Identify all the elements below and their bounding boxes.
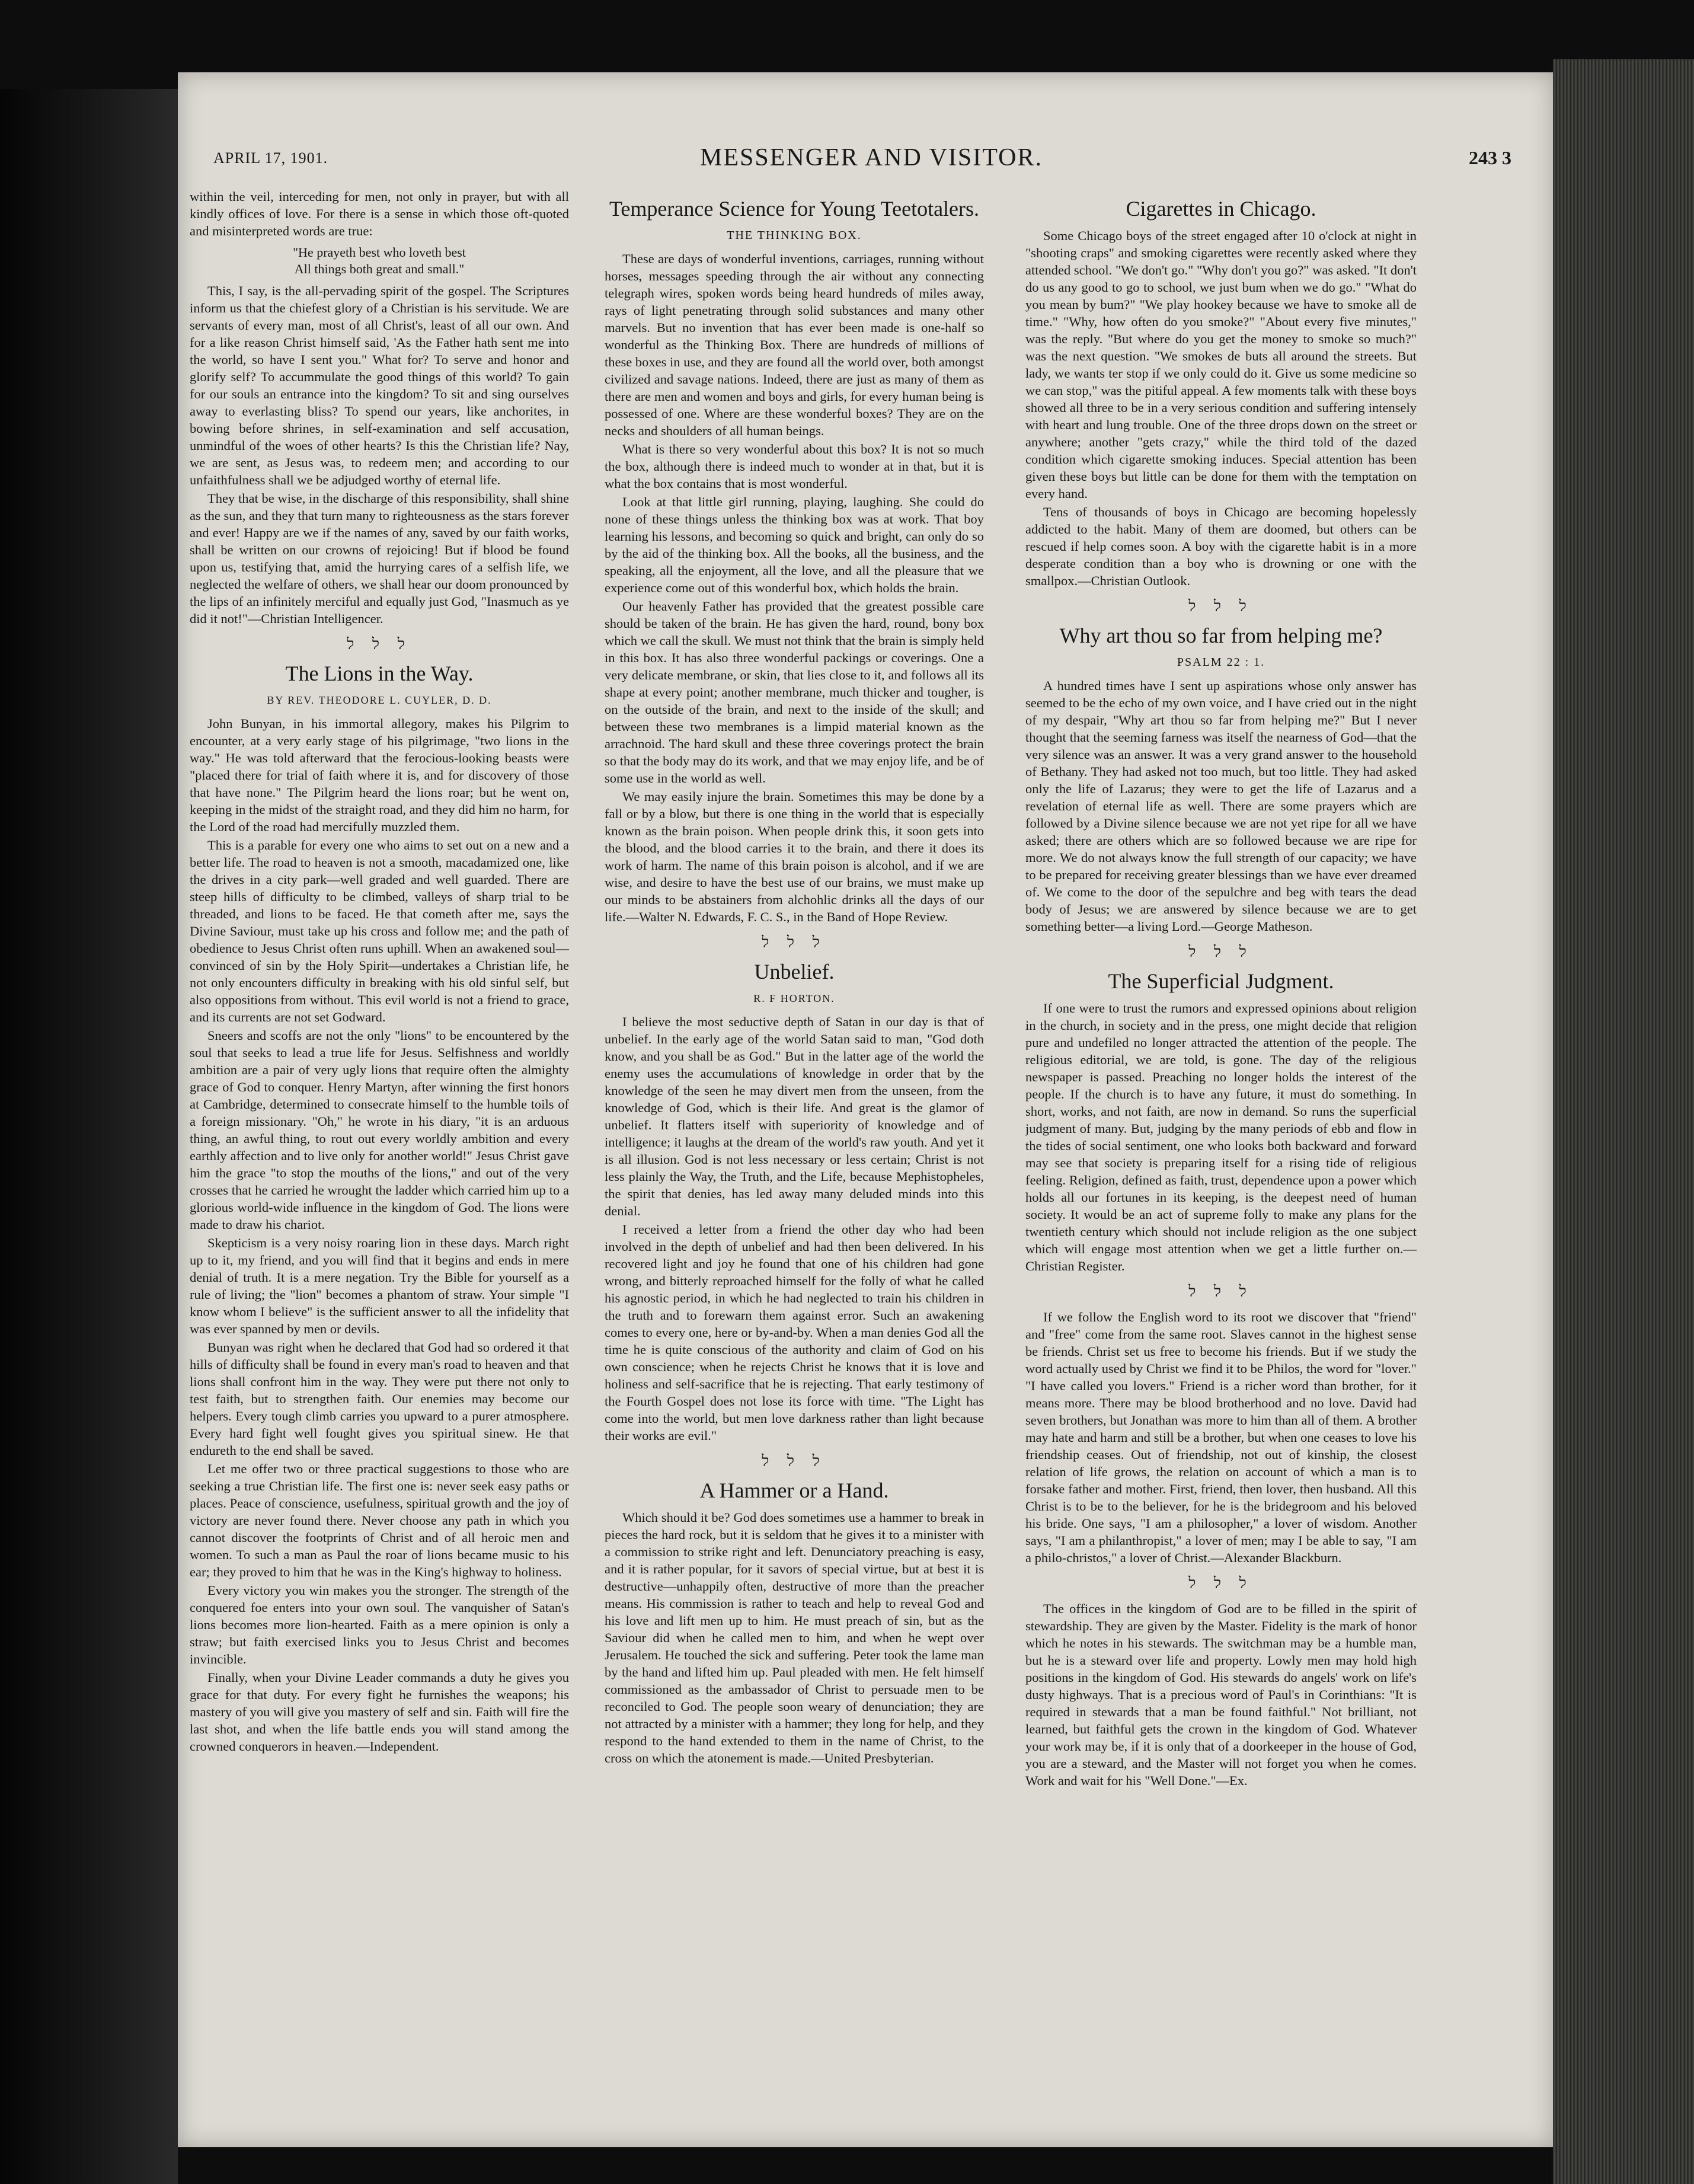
left-page-shadow: [0, 89, 178, 2184]
column-2: [605, 188, 984, 2138]
paragraph: Every victory you win makes you the stronger. The strength of the conquered foe enters into your own soul. The vanquisher of Satan's lions becomes more lion-hearted. Faith as a mere opinion is only a straw; but faith exercised links you to Jesus Christ and becomes invincible.: [190, 1583, 569, 1666]
paragraph: The offices in the kingdom of God are to be filled in the spirit of stewardship. They are given by the Master. Fidelity is the mark of honor which he notes in his stewards. The switchman may be a humble man, but he is a steward over life and property. Lowly men may hold high positions in the kingdom of God. His stewards do angels' work on life's dusty highways. That is a precious word of Paul's in Corinthians: "It is required in stewards that a man be found faithful." Not brilliant, not learned, but faithful gets the crown in the kingdom of God. Whatever your work may be, if it is only that of a doorkeeper in the house of God, you are a steward, and the Master will not forget you when he comes. Work and wait for his "Well Done."—Ex.: [1025, 1601, 1417, 1788]
paragraph: I believe the most seductive depth of Satan in our day is that of unbelief. In the early age of the world Satan said to man, "God doth know, and you shall be as God." But in the latter age of the world the enemy uses the accumulations of knowledge in order that by the knowledge of the seen he may divert men from the unseen, from the knowledge of God, which is their life. And great is the glamor of unbelief. It flatters itself with superiority of knowledge and of intelligence; it laughs at the dream of the world's raw youth. And yet it is all illusion. God is not less necessary or less certain; Christ is not less plainly the Way, the Truth, and the Life, because Mephistopheles, the spirit that denies, has led away many deluded minds into this denial.: [605, 1014, 984, 1218]
section-separator: ﬥ ﬥ ﬥ: [1188, 943, 1254, 960]
paragraph: These are days of wonderful inventions, carriages, running without horses, messages speeding through the air without any connecting telegraph wires, spoken words being heard hundreds of miles away, rays of light penetrating through solid substances and many other marvels. But no invention that has ever been made is one-half so wonderful as the Thinking Box. There are hundreds of millions of these boxes in use, and they are found all the world over, both amongst civilized and savage nations. Indeed, there are just as many of them as there are men and women and boys and girls, for every human being is possessed of one. Where are these wonderful boxes? They are on the necks and shoulders of all human beings.: [605, 251, 984, 438]
issue-date: APRIL 17, 1901.: [213, 149, 328, 167]
byline: R. F HORTON.: [753, 992, 835, 1004]
section-separator: ﬥ ﬥ ﬥ: [762, 1452, 827, 1470]
paragraph: They that be wise, in the discharge of this responsibility, shall shine as the sun, and they that turn many to righteousness as the stars forever and ever! Happy are we if the names of any, saved by our faith works, shall be written on our crowns of rejoicing! But if blood be found upon us, testifying that, amid the hurrying cares of a selfish life, we neglected the welfare of others, we shall hear our doom pronounced by the lips of an infinitely merciful and equally just God, "Inasmuch as ye did it not!"—Christian Intelligencer.: [190, 491, 569, 626]
paragraph: This is a parable for every one who aims to set out on a new and a better life. The road to heaven is not a smooth, macadamized one, like the drives in a city park—well graded and well guarded. There are steep hills of difficulty to be climbed, valleys of sharp trial to be threaded, and lions to be faced. He that cometh after me, says the Divine Saviour, must take up his cross and follow me; and the path of obedience to Jesus Christ often runs uphill. When an awakened soul—convinced of sin by the Holy Spirit—undertakes a Christian life, he not only encounters difficulty in breaking with his old sinful self, but also oppositions from without. This evil world is not a friend to grace, and its currents are not set Godward.: [190, 838, 569, 1024]
paragraph: If we follow the English word to its root we discover that "friend" and "free" come from the same root. Slaves cannot in the highest sense be friends. Christ set us free to become his friends. But if we study the word actually used by Christ we find it to be Philos, the word for "lover." "I have called you lovers." Friend is a richer word than brother, for it means more. There may be blood brotherhood and no love. David had seven brothers, but Jonathan was more to him than all of them. A brother may hate and harm and still be a brother, but when one ceases to love his friendship ceases. Out of friendship, not out of kinship, the closest relation of life grows, the relation on account of which a man is to forsake father and mother. First, friend, then lover, then husband. All this Christ is to be to the believer, for he is the bridegroom and his beloved his bride. One says, "I am a philosopher," a lover of wisdom. Another says, "I am a philanthropist," a lover of men; may I be able to say, "I am a philo-christos," a lover of Christ.—Alexander Blackburn.: [1025, 1310, 1417, 1565]
article-title-superficial: The Superficial Judgment.: [1108, 969, 1334, 993]
masthead-title: MESSENGER AND VISITOR.: [699, 144, 1043, 171]
paragraph: Tens of thousands of boys in Chicago are becoming hopelessly addicted to the habit. Many of them are doomed, but others can be rescued if help comes soon. A boy with the cigarette habit is in a more desperate condition than a boy who is drowning or one with the smallpox.—Christian Outlook.: [1025, 505, 1417, 588]
paragraph: Finally, when your Divine Leader commands a duty he gives you grace for that duty. For every fight he furnishes the weapons; his mastery of you will give you mastery of self and sin. Faith will fire the last shot, and when the life battle ends you will stand among the crowned conquerors in heaven.—Independent.: [190, 1670, 569, 1754]
paragraph: within the veil, interceding for men, not only in prayer, but with all kindly offices of love. For there is a sense in which those oft-quoted and misinterpreted words are true:: [190, 189, 569, 238]
page-number: 243 3: [1469, 147, 1511, 168]
byline: BY REV. THEODORE L. CUYLER, D. D.: [267, 694, 492, 706]
column-1: [190, 188, 569, 2138]
paragraph: Some Chicago boys of the street engaged after 10 o'clock at night in "shooting craps" and smoking cigarettes were recently asked where they attended school. "We don't go." "Why don't you go?" was asked. "It don't do us any good to go to school, we just bum when we do go." "What do you mean by bum?" "We play hookey because we have to smoke all de time." "Why, how often do you smoke?" "About every five minutes," was the reply. "But where do you get the money to smoke so much?" was the next question. "We smokes de buts all around the streets. But lady, we wants ter stop if we only could do it. Give us some medicine so we can stop," was the pitiful appeal. A few moments talk with these boys showed all three to be in a very serious condition and suffering intensely with heart and lung trouble. One of the three drops down on the street or anywhere; another "gets crazy," while the third told of the dazed condition which cigarette smoking induces. Special attention has been given these boys but little can be done for them with the temptation on every hand.: [1025, 228, 1417, 501]
column-3: [1025, 188, 1417, 2138]
paragraph: Skepticism is a very noisy roaring lion in these days. March right up to it, my friend, and you will find that it begins and ends in mere denial of truth. It is a mere negation. Try the Bible for yourself as a rule of living; the "lion" becomes a phantom of straw. Your simple "I know whom I believe" is the sufficient answer to all the infidelity that was ever spanned by men or devils.: [190, 1235, 569, 1336]
paragraph: I received a letter from a friend the other day who had been involved in the depth of unbelief and had then been delivered. In his recovered light and joy he found that one of his children had gone wrong, and bitterly reproached himself for the folly of what he called his agnostic period, in which he had neglected to train his children in the truth and to forewarn them against error. Such an awakening comes to every one, here or by-and-by. When a man denies God all the time he is quite conscious of the authority and claim of God on his own conscience; when he rejects Christ he knows that it is love and holiness and self-sacrifice that he is rejecting. That early testimony of the Fourth Gospel does not lose its force with time. "The Light has come into the world, but men love darkness rather than light because their works are evil.": [605, 1222, 984, 1443]
article-title-hammer: A Hammer or a Hand.: [699, 1479, 889, 1502]
paragraph: A hundred times have I sent up aspirations whose only answer has seemed to be the echo of my own voice, and I have cried out in the night of my despair, "Why art thou so far from helping me?" But I never thought that the seeming farness was itself the nearness of God—that the very silence was an answer. It was a very grand answer to the household of Bethany. They had asked not too much, but too little. They had asked only the life of Lazarus; they were to get the life of Lazarus and a revelation of eternal life as well. There are some prayers which are followed by a Divine silence because we are not yet ripe for all we have asked; there are others which are so followed because we are ripe for more. We do not always know the full strength of our capacity; we have to be prepared for receiving greater blessings than we have ever dreamed of. We come to the door of the sepulchre and beg with tears the dead body of Jesus; we are answered by silence because we are to get something better—a living Lord.—George Matheson.: [1025, 678, 1417, 934]
scripture-reference: PSALM 22 : 1.: [1177, 656, 1265, 669]
paragraph: John Bunyan, in his immortal allegory, makes his Pilgrim to encounter, at a very early stage of his pilgrimage, "two lions in the way." He was told afterward that the ferocious-looking beasts were "placed there for trial of faith where it is, and for discovery of those that have none." The Pilgrim heard the lions roar; but he went on, keeping in the midst of the straight road, and they did him no harm, for the Lord of the road had mercifully muzzled them.: [190, 716, 569, 834]
article-title-lions: The Lions in the Way.: [285, 662, 474, 685]
section-separator: ﬥ ﬥ ﬥ: [762, 934, 827, 951]
poem-line: All things both great and small.": [294, 261, 465, 276]
article-title-cigarettes: Cigarettes in Chicago.: [1126, 197, 1316, 221]
poem-line: "He prayeth best who loveth best: [293, 245, 466, 260]
paragraph: Which should it be? God does sometimes use a hammer to break in pieces the hard rock, but it is seldom that he gives it to a minister with a commission to strike right and left. Denunciatory preaching is easy, and it is rather popular, for it savors of special virtue, but at best it is destructive—unhappily often, destructive of more than the preacher means. His commission is rather to teach and help to reveal God and his love and lift men up to him. He must preach of sin, but as the Saviour did when he called men to him, and when he wept over Jerusalem. He touched the sick and suffering. Peter took the lame man by the hand and lifted him up. Paul pleaded with men. He felt himself commissioned as the ambassador of Christ to persuade men to be reconciled to God. The people soon weary of denunciation; they are not attracted by a minister with a hammer; they long for help, and they respond to the hand extended to them in the name of Christ, to the cross on which the atonement is made.—United Presbyterian.: [605, 1510, 984, 1765]
article-title-why: Why art thou so far from helping me?: [1059, 624, 1383, 647]
section-separator: ﬥ ﬥ ﬥ: [347, 636, 412, 653]
article-title-unbelief: Unbelief.: [754, 960, 835, 984]
article-title-temperance: Temperance Science for Young Teetotalers.: [609, 197, 980, 221]
paragraph: We may easily injure the brain. Sometimes this may be done by a fall or by a blow, but there is one thing in the world that is especially known as the brain poison. When people drink this, it soon gets into the blood, and the blood carries it to the brain, and there it does its work of harm. The name of this brain poison is alcohol, and if we are wise, and desire to have the best use of our brains, we must make up our minds to be abstainers from alchohlic drinks all the days of our life.—Walter N. Edwards, F. C. S., in the Band of Hope Review.: [605, 789, 984, 924]
subheading: THE THINKING BOX.: [727, 229, 862, 242]
paragraph: Bunyan was right when he declared that God had so ordered it that hills of difficulty shall be found in every man's road to heaven and that lions shall confront him in the way. They were put there not only to test faith, but to strengthen faith. Our enemies may become our helpers. Every tough climb carries you upward to a purer atmosphere. Every hard fight well fought gives you spiritual sinew. He that endureth to the end shall be saved.: [190, 1340, 569, 1458]
book-edge: [1553, 59, 1694, 2184]
paragraph: Let me offer two or three practical suggestions to those who are seeking a true Christian life. The first one is: never seek easy paths or places. Peace of conscience, usefulness, spiritual growth and the joy of victory are never found there. Never choose any path in which you cannot discover the footprints of Christ and of all heroic men and women. To such a man as Paul the roar of lions became music to his ear; they proved to him that he was in the King's highway to holiness.: [190, 1461, 569, 1579]
paragraph: This, I say, is the all-pervading spirit of the gospel. The Scriptures inform us that the chiefest glory of a Christian is his servitude. We are servants of every man, most of all Christ's, least of all our own. And for a like reason Christ himself said, 'As the Father hath sent me into the world, so have I sent you." What for? To serve and honor and glorify self? To accummulate the good things of this world? To gain for our souls an entrance into the kingdom? To sit and sing ourselves away to everlasting bliss? To spend our years, like anchorites, in bowing before shrines, in self-examination and self accusation, unmindful of the woes of other hearts? Is this the Christian life? Nay, we are sent, as Jesus was, to redeem men; and according to our unfaithfulness shall we be adjudged worthy of eternal life.: [190, 283, 569, 487]
page-header: [213, 143, 1529, 179]
paragraph: Our heavenly Father has provided that the greatest possible care should be taken of the brain. He has given the hard, round, bony box which we call the skull. We must not think that the brain is simply held in this box. It has also three wonderful packings or coverings. One a very delicate membrane, or skin, that lies close to it, and follows all its shape at every point; another membrane, much thicker and tougher, is on the outside of the brain, and next to the inside of the skull; and between these two membranes is a limpid material known as the arrachnoid. The hard skull and these three coverings protect the brain so that the body may do its work, and that we may enjoy life, and be of some use in the world as well.: [605, 599, 984, 786]
poem: [190, 244, 569, 277]
section-separator: ﬥ ﬥ ﬥ: [1188, 1283, 1254, 1300]
section-separator: ﬥ ﬥ ﬥ: [1188, 598, 1254, 615]
paragraph: Look at that little girl running, playing, laughing. She could do none of these things unless the thinking box was at work. That boy learning his lessons, and becoming so quick and bright, can only do so by the aid of the thinking box. All the books, all the business, and the speaking, all the enjoyment, all the love, and all the pleasure that we experience come out of this wonderful box, which holds the brain.: [605, 494, 984, 595]
newspaper-page: [178, 72, 1553, 2147]
paragraph: If one were to trust the rumors and expressed opinions about religion in the church, in society and in the press, one might decide that religion pure and undefiled no longer attracted the attention of the people. The religious editorial, we are told, is gone. The day of the religious newspaper is passed. Preaching no longer holds the interest of the people. If the church is to have any future, it must do something. In short, works, and not faith, are now in demand. So runs the superficial judgment of many. But, judging by the many periods of ebb and flow in the tides of social sentiment, one who looks both backward and forward may see that society is preparing itself for a rising tide of religious feeling. Religion, defined as faith, trust, dependence upon a power which holds all our fortunes in its keeping, is the deepest need of human society. It would be an act of supreme folly to make any plans for the twentieth century which should not include religion as the one subject which will engage most attention when we get a little further on.—Christian Register.: [1025, 1001, 1417, 1273]
paragraph: Sneers and scoffs are not the only "lions" to be encountered by the soul that seeks to lead a true life for Jesus. Selfishness and worldly ambition are a pair of very ugly lions that require often the almighty grace of God to conquer. Henry Martyn, after winning the first honors at Cambridge, determined to consecrate himself to the humble toils of a foreign missionary. "Oh," he wrote in his diary, "it is an arduous thing, an awful thing, to rout out every worldly ambition and every earthly affection and to live only for another world!" Jesus Christ gave him the grace "to stop the mouths of the lions," and out of the very crosses that he carried he wrought the ladder which carried him up to a glorious world-wide influence in the kingdom of God. The lions were made to draw his chariot.: [190, 1028, 569, 1232]
paragraph: What is there so very wonderful about this box? It is not so much the box, although there is indeed much to wonder at in that, but it is what the box contains that is most wonderful.: [605, 442, 984, 491]
section-separator: ﬥ ﬥ ﬥ: [1188, 1575, 1254, 1592]
